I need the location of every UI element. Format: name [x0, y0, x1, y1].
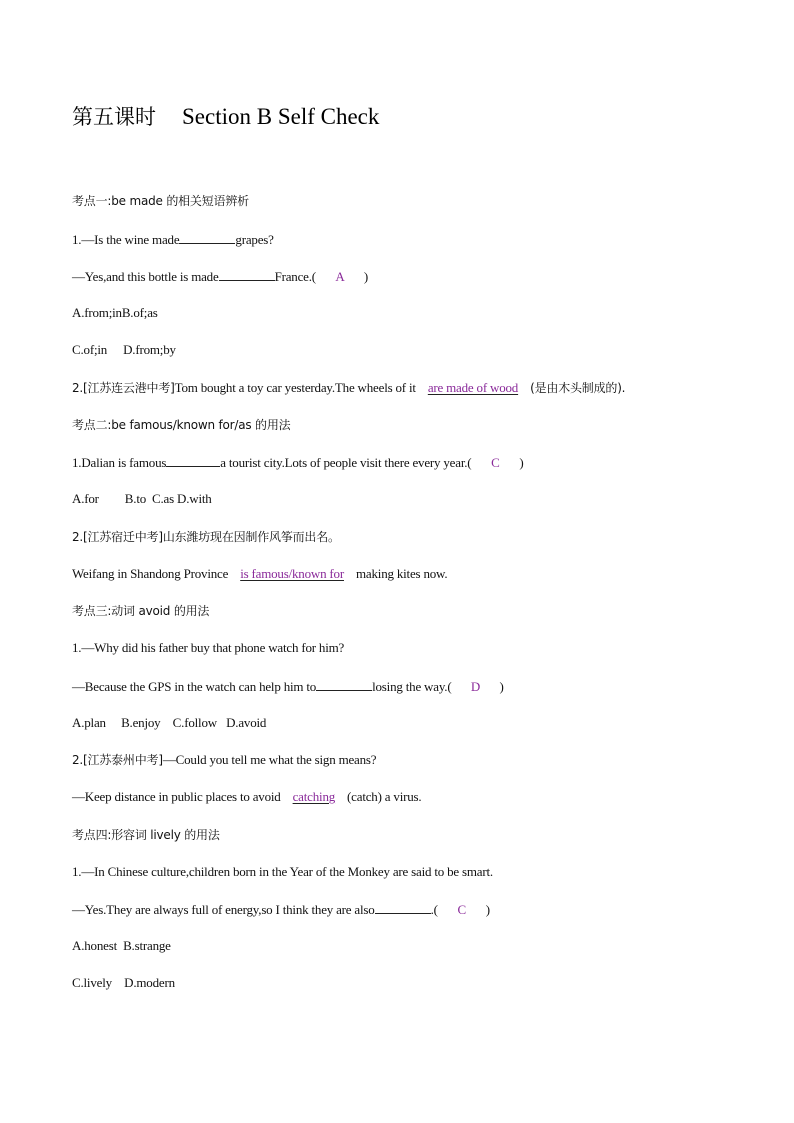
section-heading-3: 考点三:动词 avoid 的用法 — [72, 604, 210, 618]
k1-question-1-line-1: 1.—Is the wine made grapes? — [72, 232, 274, 247]
k1-options-2: C.of;in D.from;by — [72, 342, 176, 357]
page-title — [72, 102, 379, 132]
section-heading-4: 考点四:形容词 lively 的用法 — [72, 828, 220, 842]
k3-question-2-line-2: —Keep distance in public places to avoid catching (catch) a virus. — [72, 789, 422, 804]
question-source: 2.[江苏宿迁中考] — [72, 530, 163, 544]
answer-blank — [316, 677, 372, 691]
k4-options-2: C.lively D.modern — [72, 975, 175, 990]
title-chinese: 第五课时 — [72, 105, 156, 129]
fill-answer: catching — [292, 789, 336, 804]
fill-answer: is famous/known for — [240, 566, 344, 581]
answer-blank — [219, 267, 275, 281]
k4-options-1: A.honest B.strange — [72, 938, 171, 953]
choice-answer: A — [335, 269, 345, 284]
question-source: 2.[江苏连云港中考] — [72, 381, 175, 395]
k1-question-2: 2.[江苏连云港中考]Tom bought a toy car yesterday.The wheels of it are made of wood (是由木头制成的). — [72, 380, 626, 395]
k3-options: A.plan B.enjoy C.follow D.avoid — [72, 715, 267, 730]
question-source: 2.[江苏泰州中考] — [72, 753, 163, 767]
k3-question-1-line-1: 1.—Why did his father buy that phone watch for him? — [72, 640, 345, 655]
k3-question-1-line-2: —Because the GPS in the watch can help him to losing the way.( D ) — [72, 679, 504, 694]
k1-question-1-line-2: —Yes,and this bottle is made France.( A ) — [72, 269, 369, 284]
choice-answer: D — [470, 679, 481, 694]
k4-question-1-line-2: —Yes.They are always full of energy,so I think they are also .( C ) — [72, 902, 490, 917]
answer-blank — [375, 900, 431, 914]
fill-answer: are made of wood — [427, 380, 519, 395]
choice-answer: C — [457, 902, 466, 917]
answer-blank — [179, 230, 235, 244]
section-heading-1: 考点一:be made 的相关短语辨析 — [72, 194, 249, 208]
k3-question-2: 2.[江苏泰州中考]—Could you tell me what the sign means? — [72, 752, 377, 767]
choice-answer: C — [491, 455, 500, 470]
title-english: Section B Self Check — [182, 104, 380, 129]
k4-question-1-line-1: 1.—In Chinese culture,children born in the Year of the Monkey are said to be smart. — [72, 864, 493, 879]
k1-options-1: A.from;inB.of;as — [72, 305, 158, 320]
answer-blank — [166, 453, 220, 467]
k2-question-2-english: Weifang in Shandong Province is famous/known for making kites now. — [72, 566, 448, 581]
k2-question-1: 1.Dalian is famous a tourist city.Lots of people visit there every year.( C ) — [72, 455, 524, 470]
section-heading-2: 考点二:be famous/known for/as 的用法 — [72, 418, 291, 432]
k2-options: A.for B.to C.as D.with — [72, 491, 212, 506]
k2-question-2: 2.[江苏宿迁中考]山东潍坊现在因制作风筝而出名。 — [72, 530, 340, 544]
